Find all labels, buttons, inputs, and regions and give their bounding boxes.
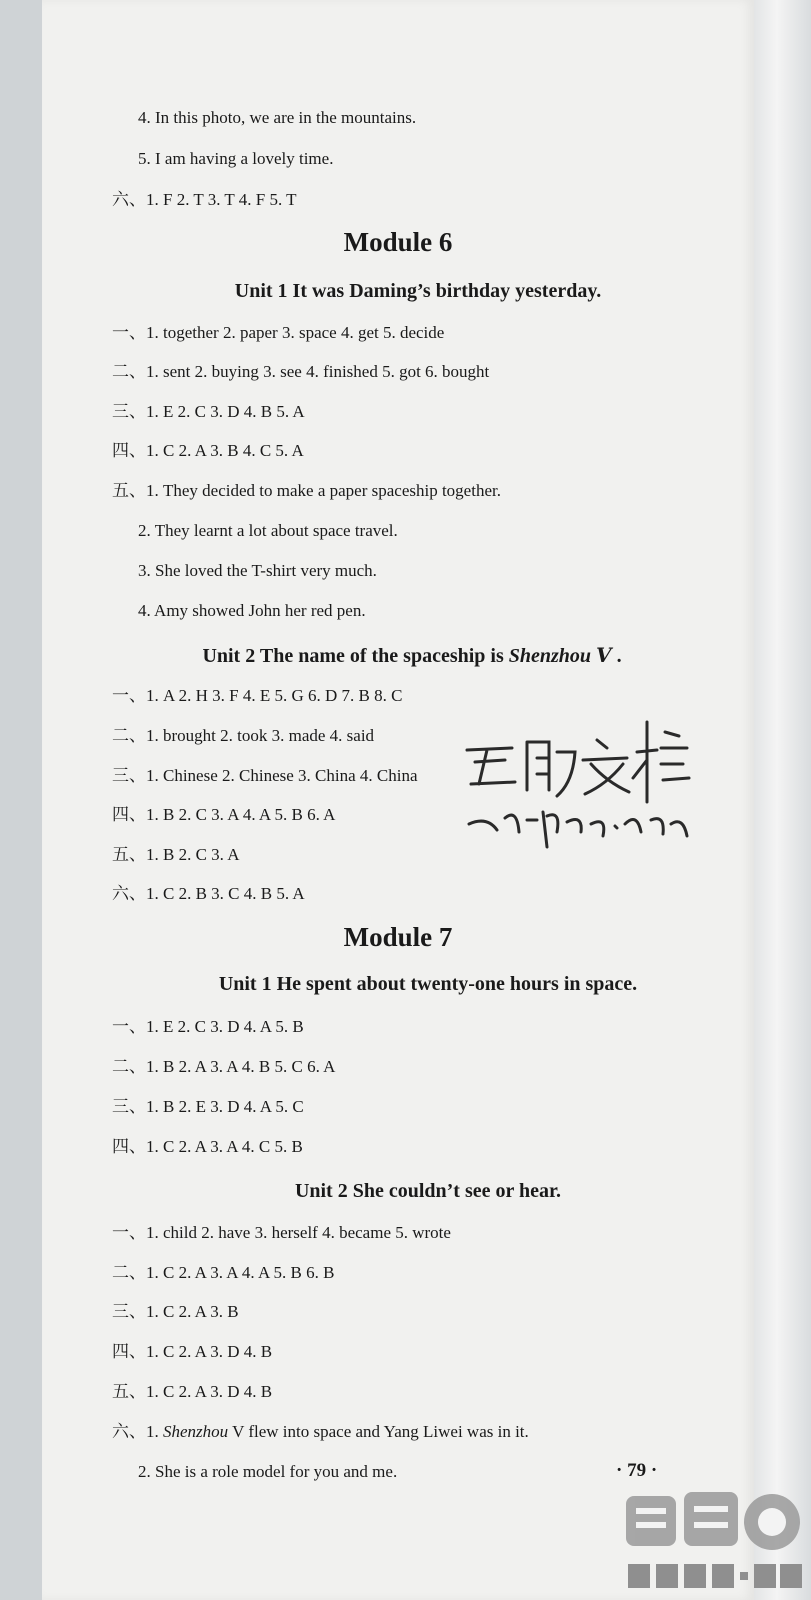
answer-line: 四、1. C 2. A 3. D 4. B xyxy=(112,1342,273,1361)
answer-line: 2. She is a role model for you and me. xyxy=(138,1462,398,1481)
answer-line: 三、1. Chinese 2. Chinese 3. China 4. China xyxy=(112,766,418,785)
answer-line: 一、1. together 2. paper 3. space 4. get 5. decide xyxy=(112,323,445,342)
answer-line: 四、1. C 2. A 3. A 4. C 5. B xyxy=(112,1137,303,1156)
answer-line: 五、1. B 2. C 3. A xyxy=(112,845,240,864)
answer-line: 三、1. B 2. E 3. D 4. A 5. C xyxy=(112,1097,304,1116)
module-heading: Module 7 xyxy=(343,922,453,952)
answer-line: 六、1. F 2. T 3. T 4. F 5. T xyxy=(112,190,297,209)
answer-line: 一、1. A 2. H 3. F 4. E 5. G 6. D 7. B 8. C xyxy=(112,686,403,705)
answer-line: 二、1. brought 2. took 3. made 4. said xyxy=(112,726,375,745)
unit-heading: Unit 2 She couldn’t see or hear. xyxy=(294,1180,562,1202)
unit-heading xyxy=(42,643,768,668)
answer-line xyxy=(112,1422,529,1442)
answer-line: 三、1. C 2. A 3. B xyxy=(112,1302,239,1321)
book-spine xyxy=(754,0,811,1600)
answer-line: 4. Amy showed John her red pen. xyxy=(138,601,366,620)
answer-line: 二、1. B 2. A 3. A 4. B 5. C 6. A xyxy=(112,1057,336,1076)
answer-line: 二、1. sent 2. buying 3. see 4. finished 5. got 6. bought xyxy=(112,362,490,381)
answer-line: 一、1. E 2. C 3. D 4. A 5. B xyxy=(112,1017,304,1036)
answer-line: 五、1. C 2. A 3. D 4. B xyxy=(112,1382,273,1401)
page-number: · 79 · xyxy=(616,1460,658,1481)
answer-line: 二、1. C 2. A 3. A 4. A 5. B 6. B xyxy=(112,1263,335,1282)
handwritten-watermark xyxy=(457,712,697,852)
spaceship-name: Shenzhou xyxy=(163,1422,229,1441)
answer-line: 2. They learnt a lot about space travel. xyxy=(138,521,398,540)
unit-heading-text: Unit 2 The name of the spaceship is xyxy=(202,645,509,667)
answer-line: 3. She loved the T-shirt very much. xyxy=(138,561,377,580)
document-page xyxy=(42,0,754,1600)
answer-text: V flew into space and Yang Liwei was in it. xyxy=(228,1422,529,1441)
unit-heading: Unit 1 It was Daming’s birthday yesterday. xyxy=(234,280,602,302)
answer-line: 四、1. C 2. A 3. B 4. C 5. A xyxy=(112,441,304,460)
answer-line: 三、1. E 2. C 3. D 4. B 5. A xyxy=(112,402,305,421)
spaceship-name: Shenzhou Ⅴ xyxy=(508,645,612,667)
answer-line: 六、1. C 2. B 3. C 4. B 5. A xyxy=(112,884,305,903)
answer-line: 5. I am having a lovely time. xyxy=(138,149,334,168)
answer-prefix: 六、1. xyxy=(112,1422,163,1441)
answer-line: 四、1. B 2. C 3. A 4. A 5. B 6. A xyxy=(112,805,336,824)
module-heading: Module 6 xyxy=(343,227,453,257)
answer-line: 4. In this photo, we are in the mountains. xyxy=(138,108,417,127)
unit-heading-suffix: . xyxy=(611,645,622,667)
answer-line: 五、1. They decided to make a paper spaceship together. xyxy=(112,481,501,500)
answer-line: 一、1. child 2. have 3. herself 4. became 5. wrote xyxy=(112,1223,451,1242)
site-logo xyxy=(608,1478,808,1598)
unit-heading: Unit 1 He spent about twenty-one hours in space. xyxy=(218,973,638,995)
